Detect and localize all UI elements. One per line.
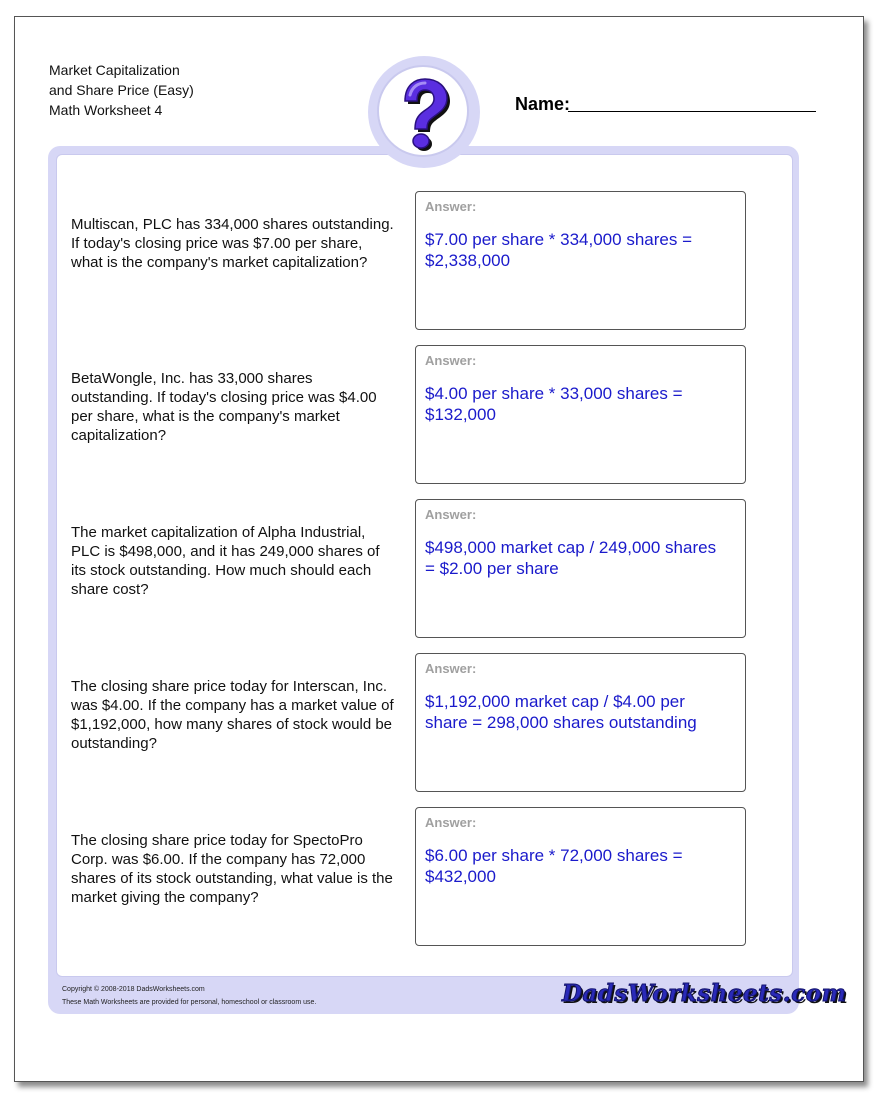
problem-2-question: BetaWongle, Inc. has 33,000 shares outstanding. If today's closing price was $4.00 per share, what is the company's market capitalization? bbox=[71, 370, 377, 444]
problem-5-answer: $6.00 per share * 72,000 shares = $432,000 bbox=[425, 846, 683, 886]
problem-1-answer-box[interactable] bbox=[415, 191, 746, 330]
name-field-line[interactable] bbox=[568, 111, 816, 112]
problem-4-answer: $1,192,000 market cap / $4.00 per share = 298,000 shares outstanding bbox=[425, 692, 697, 732]
usage-notice: These Math Worksheets are provided for personal, homeschool or classroom use. bbox=[62, 999, 317, 1006]
copyright-text: Copyright © 2008-2018 DadsWorksheets.com bbox=[62, 986, 205, 993]
problem-3-answer-box[interactable] bbox=[415, 499, 746, 638]
answer-label: Answer: bbox=[425, 815, 477, 830]
problem-5-answer-box[interactable] bbox=[415, 807, 746, 946]
problem-4-question: The closing share price today for Interscan, Inc. was $4.00. If the company has a market value of $1,192,000, how many shares of stock would be outstanding? bbox=[71, 678, 394, 752]
name-label: Name: bbox=[515, 94, 571, 114]
answer-label: Answer: bbox=[425, 661, 477, 676]
answer-label: Answer: bbox=[425, 353, 477, 368]
problem-1-answer: $7.00 per share * 334,000 shares = $2,338,000 bbox=[425, 230, 692, 270]
title-line-2: and Share Price (Easy) bbox=[49, 82, 194, 98]
answer-label: Answer: bbox=[425, 507, 477, 522]
problem-3-answer: $498,000 market cap / 249,000 shares = $2.00 per share bbox=[425, 538, 717, 578]
title-line-3: Math Worksheet 4 bbox=[49, 102, 163, 118]
worksheet-title bbox=[49, 60, 194, 120]
question-mark-icon bbox=[377, 65, 469, 157]
problem-4-answer-box[interactable] bbox=[415, 653, 746, 792]
footer-text bbox=[62, 983, 316, 1009]
problem-5-question: The closing share price today for SpectoPro Corp. was $6.00. If the company has 72,000 shares of its stock outstanding, what value is the market giving the company? bbox=[71, 832, 393, 906]
brand-logo: DadsWorksheets.com bbox=[562, 980, 847, 1007]
problem-1-question: Multiscan, PLC has 334,000 shares outstanding. If today's closing price was $7.00 per share, what is the company's market capitalization? bbox=[71, 216, 394, 271]
answer-label: Answer: bbox=[425, 199, 477, 214]
problem-2-answer-box[interactable] bbox=[415, 345, 746, 484]
title-line-1: Market Capitalization bbox=[49, 62, 180, 78]
problem-3-question: The market capitalization of Alpha Industrial, PLC is $498,000, and it has 249,000 shares of its stock outstanding. How much should each share cost? bbox=[71, 524, 380, 598]
problem-2-answer: $4.00 per share * 33,000 shares = $132,000 bbox=[425, 384, 683, 424]
